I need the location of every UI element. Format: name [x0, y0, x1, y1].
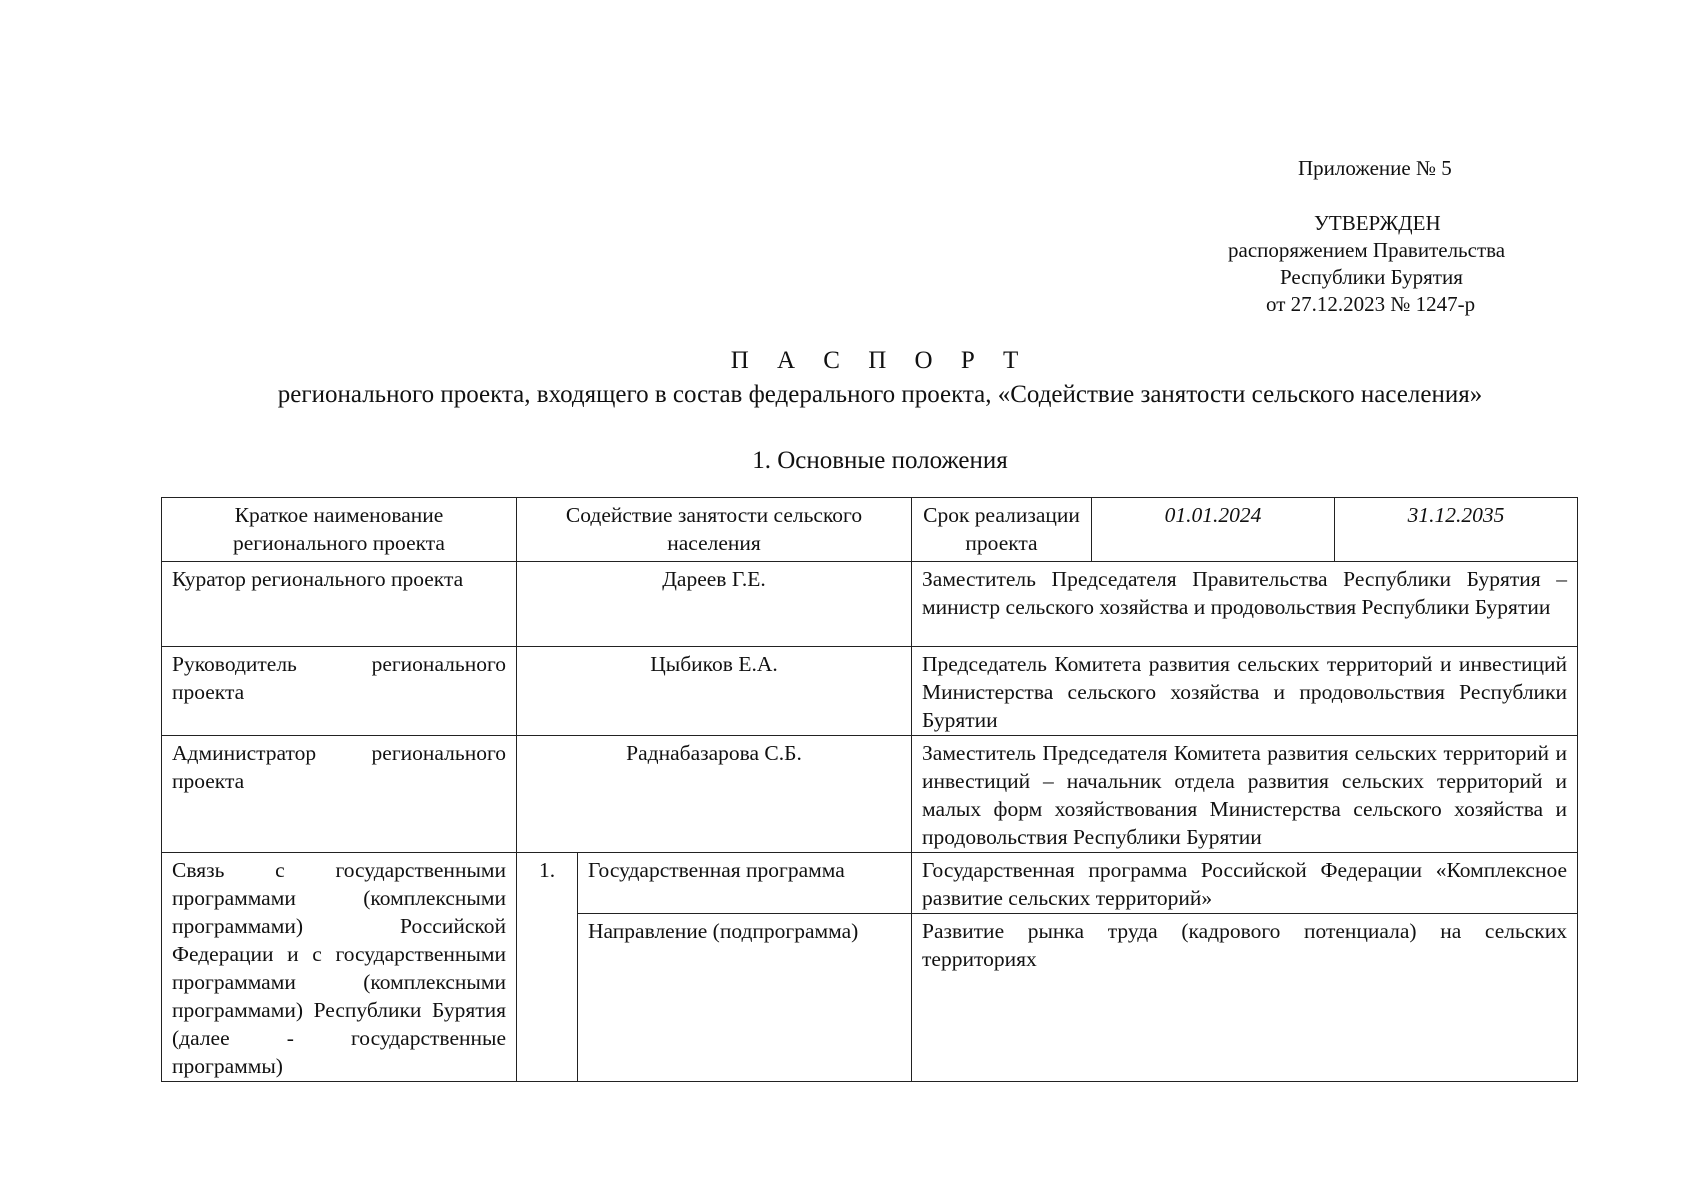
table-row: [162, 853, 1578, 914]
approved-by-line1: распоряжением Правительства: [1228, 238, 1506, 262]
table-row: [162, 498, 1578, 562]
programs-label: Связь с государственными программами (комплексными программами) Российской Федерации и с государственными программами (комплексными программами) Республики Бурятия (далее - государственные программы): [162, 853, 517, 1082]
curator-position: Заместитель Председателя Правительства Республики Бурятия – министр сельского хозяйства и продовольствия Республики Бурятии: [912, 562, 1578, 647]
direction-value: Развитие рынка труда (кадрового потенциала) на сельских территориях: [912, 914, 1578, 1082]
project-name-value: Содействие занятости сельского населения: [517, 498, 912, 562]
term-label: Срок реализации проекта: [912, 498, 1092, 562]
admin-name: Раднабазарова С.Б.: [517, 736, 912, 853]
approved-label: УТВЕРЖДЕН: [1314, 211, 1441, 235]
passport-table: [161, 497, 1578, 1082]
gp-value: Государственная программа Российской Федерации «Комплексное развитие сельских территорий»: [912, 853, 1578, 914]
head-label: Руководитель регионального проекта: [162, 647, 517, 736]
curator-name: Дареев Г.Е.: [517, 562, 912, 647]
page-subtitle: регионального проекта, входящего в состав федерального проекта, «Содействие занятости сельского населения»: [277, 381, 1483, 408]
section-heading: 1. Основные положения: [752, 447, 1008, 474]
page-title: П А С П О Р Т: [730, 347, 1030, 374]
project-name-label: Краткое наименование регионального проекта: [162, 498, 517, 562]
admin-label: Администратор регионального проекта: [162, 736, 517, 853]
approved-date: от 27.12.2023 № 1247-р: [1266, 292, 1476, 316]
table-row: [162, 736, 1578, 853]
table-row: [162, 647, 1578, 736]
program-number: 1.: [517, 853, 578, 1082]
head-position: Председатель Комитета развития сельских территорий и инвестиций Министерства сельского хозяйства и продовольствия Республики Бурятии: [912, 647, 1578, 736]
admin-position: Заместитель Председателя Комитета развития сельских территорий и инвестиций – начальник отдела развития сельских территорий и малых форм хозяйствования Министерства сельского хозяйства и продовольствия Республики Бурятии: [912, 736, 1578, 853]
gp-label: Государственная программа: [578, 853, 912, 914]
head-name: Цыбиков Е.А.: [517, 647, 912, 736]
curator-label: Куратор регионального проекта: [162, 562, 517, 647]
end-date: 31.12.2035: [1335, 498, 1578, 562]
start-date: 01.01.2024: [1092, 498, 1335, 562]
appendix-number: Приложение № 5: [1298, 156, 1452, 180]
table-row: [162, 562, 1578, 647]
direction-label: Направление (подпрограмма): [578, 914, 912, 1082]
approved-by-line2: Республики Бурятия: [1280, 265, 1463, 289]
